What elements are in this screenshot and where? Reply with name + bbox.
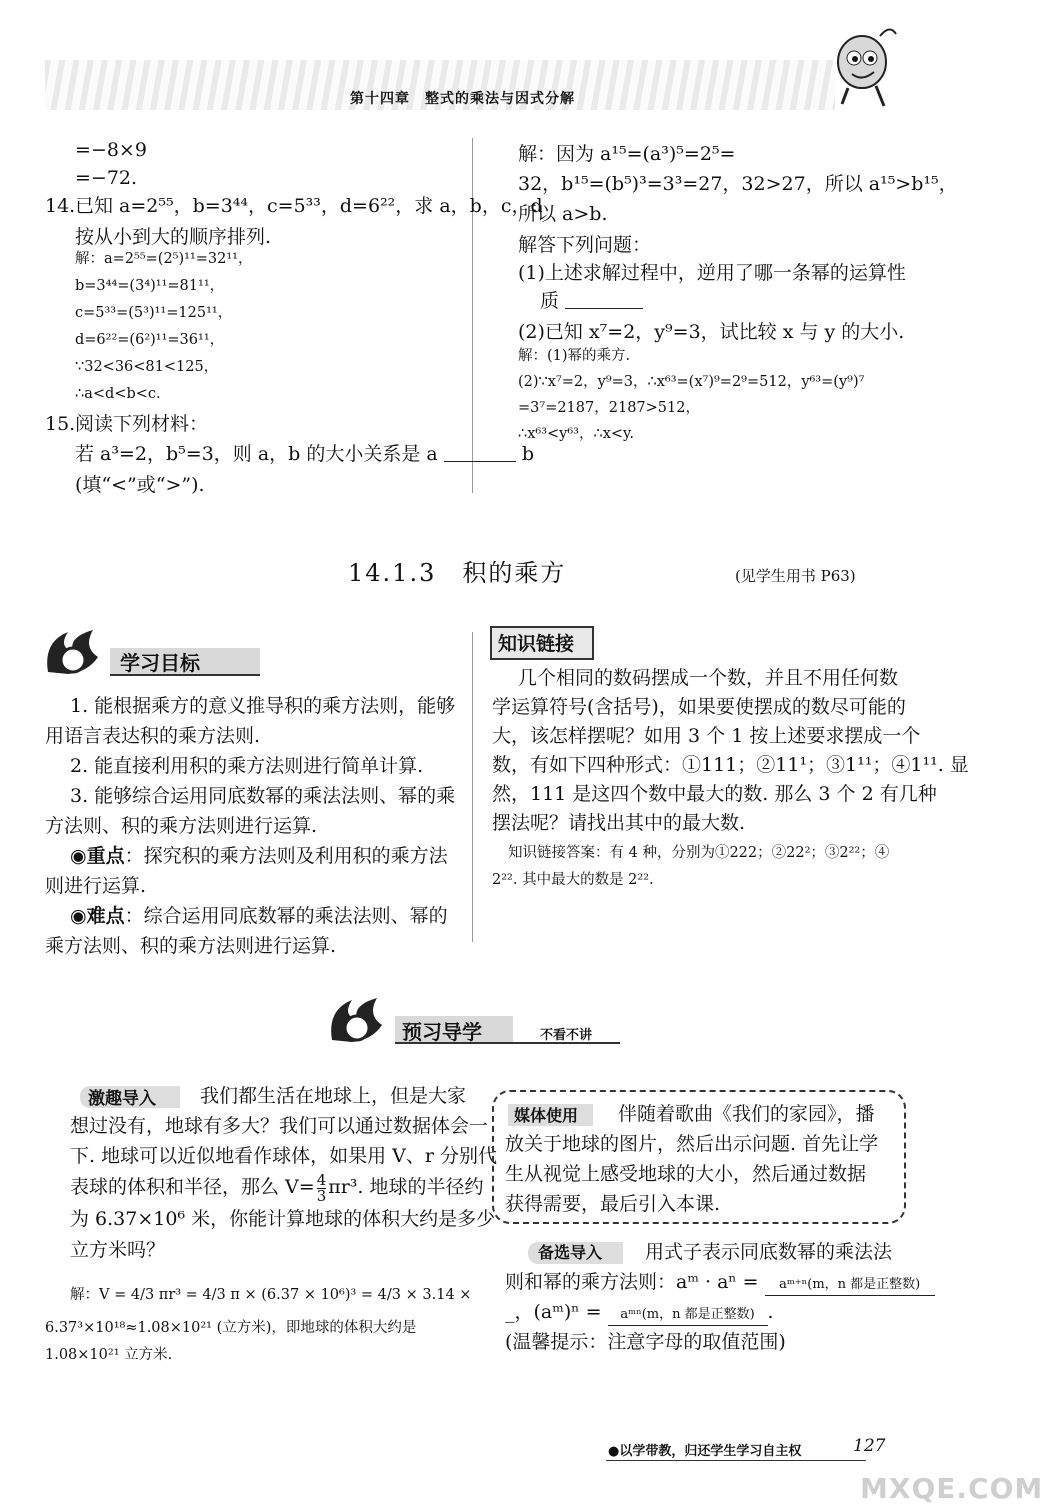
intro-part: πr³. 地球的半径约 (328, 1176, 484, 1198)
knowledge-answer: 知识链接答案：有 4 种，分别为①222；②22²；③2²²；④ (508, 845, 890, 861)
solution-line: b=3⁴⁴=(3⁴)¹¹=81¹¹， (75, 278, 225, 294)
calc-line: =−8×9 (75, 139, 147, 161)
intro-solution: 1.08×10²¹ 立方米. (45, 1347, 173, 1363)
calc-line: =−72. (75, 167, 138, 189)
knowledge-line: 几个相同的数码摆成一个数，并且不用任何数 (518, 667, 899, 689)
goal-line: 1. 能根据乘方的意义推导积的乘方法则，能够 (70, 695, 456, 717)
difficulty-label: ◉难点 (70, 905, 125, 927)
key-label: ◉重点 (70, 845, 125, 867)
solution-line: ∵32<36<81<125， (75, 359, 219, 375)
intro-solution: 6.37³×10¹⁸≈1.08×10²¹ (立方米)，即地球的体积大约是 (45, 1320, 417, 1336)
alt-part: _，(aᵐ)ⁿ = (505, 1301, 602, 1323)
alt-line: (温馨提示：注意字母的取值范围) (505, 1331, 786, 1353)
key-point: 则进行运算. (45, 875, 147, 897)
material-line: 解：因为 a¹⁵=(a³)⁵=2⁵= (518, 143, 736, 165)
footer-slogan: ●以学带教，归还学生学习自主权 (608, 1444, 802, 1459)
knowledge-line: 数，有如下四种形式：①111；②11¹；③1¹¹；④1¹¹. 显 (492, 754, 969, 776)
question-15-text: (填“<”或“>”). (75, 474, 205, 496)
fraction (316, 1170, 327, 1205)
intro-line: 为 6.37×10⁶ 米，你能计算地球的体积大约是多少 (70, 1208, 496, 1230)
solution-line: (2)∵x⁷=2，y⁹=3，∴x⁶³=(x⁷)⁹=2⁹=512，y⁶³=(y⁹)⁷ (518, 374, 865, 390)
intro-line: 立方米吗？ (70, 1239, 166, 1261)
solution-line: c=5³³=(5³)¹¹=125¹¹， (75, 305, 233, 321)
knowledge-badge: 知识链接 (498, 633, 575, 655)
goals-badge: 学习目标 (120, 651, 200, 675)
key-point (70, 840, 448, 873)
knowledge-answer: 2²². 其中最大的数是 2²². (492, 872, 654, 888)
question-15-text (75, 438, 534, 471)
material-line: (1)上述求解过程中，逆用了哪一条幂的运算性 (518, 262, 906, 284)
alt-intro-label: 备选导入 (538, 1243, 603, 1262)
solution-line: ∴a<d<b<c. (75, 386, 161, 402)
knowledge-line: 摆法呢？请找出其中的最大数. (492, 812, 746, 834)
knowledge-line: 然，111 是这四个数中最大的数. 那么 3 个 2 有几种 (492, 783, 937, 805)
solution-line: 解：a=2⁵⁵=(2⁵)¹¹=32¹¹， (75, 251, 253, 267)
media-line: 生从视觉上感受地球的大小，然后通过数据 (505, 1163, 867, 1185)
alt-line: 用式子表示同底数幂的乘法法 (645, 1241, 893, 1263)
intro-part: 表球的体积和半径，那么 V= (70, 1176, 315, 1198)
material-line (540, 285, 643, 318)
chapter-title: 第十四章 整式的乘法与因式分解 (350, 91, 575, 107)
alt-line (505, 1266, 935, 1299)
difficulty-point (70, 900, 448, 933)
page-number: 127 (853, 1436, 886, 1456)
material-line: 解答下列问题： (518, 234, 652, 256)
difficulty-point: 乘方法则、积的乘方法则进行运算. (45, 935, 337, 957)
goal-line: 用语言表达积的乘方法则. (45, 725, 261, 747)
intro-line (70, 1171, 484, 1204)
answer-blank[interactable] (565, 290, 643, 309)
material-part: 质 (540, 290, 560, 312)
fraction-numerator: 4 (316, 1170, 327, 1189)
question-15-text: 阅读下列材料： (75, 413, 209, 435)
question-15-part: 若 a³=2，b⁵=3，则 a，b 的大小关系是 a (75, 443, 438, 465)
solution-line: 解：(1)幂的乘方. (518, 348, 631, 364)
alt-part: . (767, 1301, 774, 1323)
goal-line: 方法则、积的乘方法则进行运算. (45, 815, 318, 837)
intro-label: 激趣导入 (88, 1089, 156, 1109)
preview-tag: 不看不讲 (540, 1028, 593, 1043)
knowledge-line: 大，该怎样摆呢？如用 3 个 1 按上述要求摆成一个 (492, 725, 921, 747)
question-number: 14. (45, 195, 76, 217)
question-number: 15. (45, 413, 76, 435)
intro-line: 下. 地球可以近似地看作球体，如果用 V、r 分别代 (70, 1145, 497, 1167)
difficulty-text: ：综合运用同底数幂的乘法法则、幂的 (124, 905, 448, 927)
intro-solution: 解：V = 4/3 πr³ = 4/3 π × (6.37 × 10⁶)³ = 4/3 × 3.14 × (70, 1287, 472, 1303)
media-line: 获得需要，最后引入本课. (505, 1193, 721, 1215)
goal-line: 2. 能直接利用积的乘方法则进行简单计算. (70, 755, 424, 777)
alt-part: 则和幂的乘方法则：aᵐ · aⁿ = (505, 1271, 759, 1293)
question-15-part: b (521, 443, 534, 465)
watermark: MXQE.COM (860, 1472, 1043, 1505)
flame-swirl-icon (322, 990, 402, 1050)
column-divider (472, 632, 473, 942)
key-text: ：探究积的乘方法则及利用积的乘方法 (124, 845, 448, 867)
answer-blank[interactable] (444, 443, 516, 462)
solution-line: ∴x⁶³<y⁶³，∴x<y. (518, 426, 634, 442)
section-title: 14.1.3 积的乘方 (348, 559, 567, 587)
section-reference: (见学生用书 P63) (735, 567, 856, 585)
solution-line: d=6²²=(6²)¹¹=36¹¹， (75, 332, 225, 348)
question-14-text: 按从小到大的顺序排列. (75, 226, 272, 248)
media-line: 伴随着歌曲《我们的家园》，播 (618, 1103, 875, 1125)
mascot-icon (830, 22, 900, 112)
media-label: 媒体使用 (514, 1106, 579, 1125)
preview-badge: 预习导学 (402, 1020, 482, 1044)
flame-swirl-icon (38, 622, 118, 682)
intro-line: 想过没有，地球有多大？我们可以通过数据体会一 (70, 1115, 489, 1137)
fraction-denominator: 3 (316, 1186, 327, 1205)
question-14-text: 已知 a=2⁵⁵，b=3⁴⁴，c=5³³，d=6²²，求 a，b，c，d (75, 195, 543, 217)
material-line: 所以 a>b. (518, 203, 608, 225)
material-line: 32，b¹⁵=(b⁵)³=3³=27，32>27，所以 a¹⁵>b¹⁵， (518, 173, 958, 195)
intro-line: 我们都生活在地球上，但是大家 (200, 1085, 467, 1107)
footer-rule (606, 1460, 866, 1461)
material-line: (2)已知 x⁷=2，y⁹=3，试比较 x 与 y 的大小. (518, 321, 905, 343)
answer-blank[interactable]: aᵐ⁺ⁿ(m，n 都是正整数) (765, 1275, 935, 1296)
knowledge-line: 学运算符号(含括号)，如果要使摆成的数尽可能的 (492, 696, 906, 718)
alt-line (505, 1296, 774, 1329)
solution-line: =3⁷=2187，2187>512， (518, 400, 700, 416)
media-line: 放关于地球的图片，然后出示问题. 首先让学 (505, 1133, 879, 1155)
answer-blank[interactable]: aᵐⁿ(m，n 都是正整数) (608, 1305, 768, 1326)
goal-line: 3. 能够综合运用同底数幂的乘法法则、幂的乘 (70, 785, 456, 807)
